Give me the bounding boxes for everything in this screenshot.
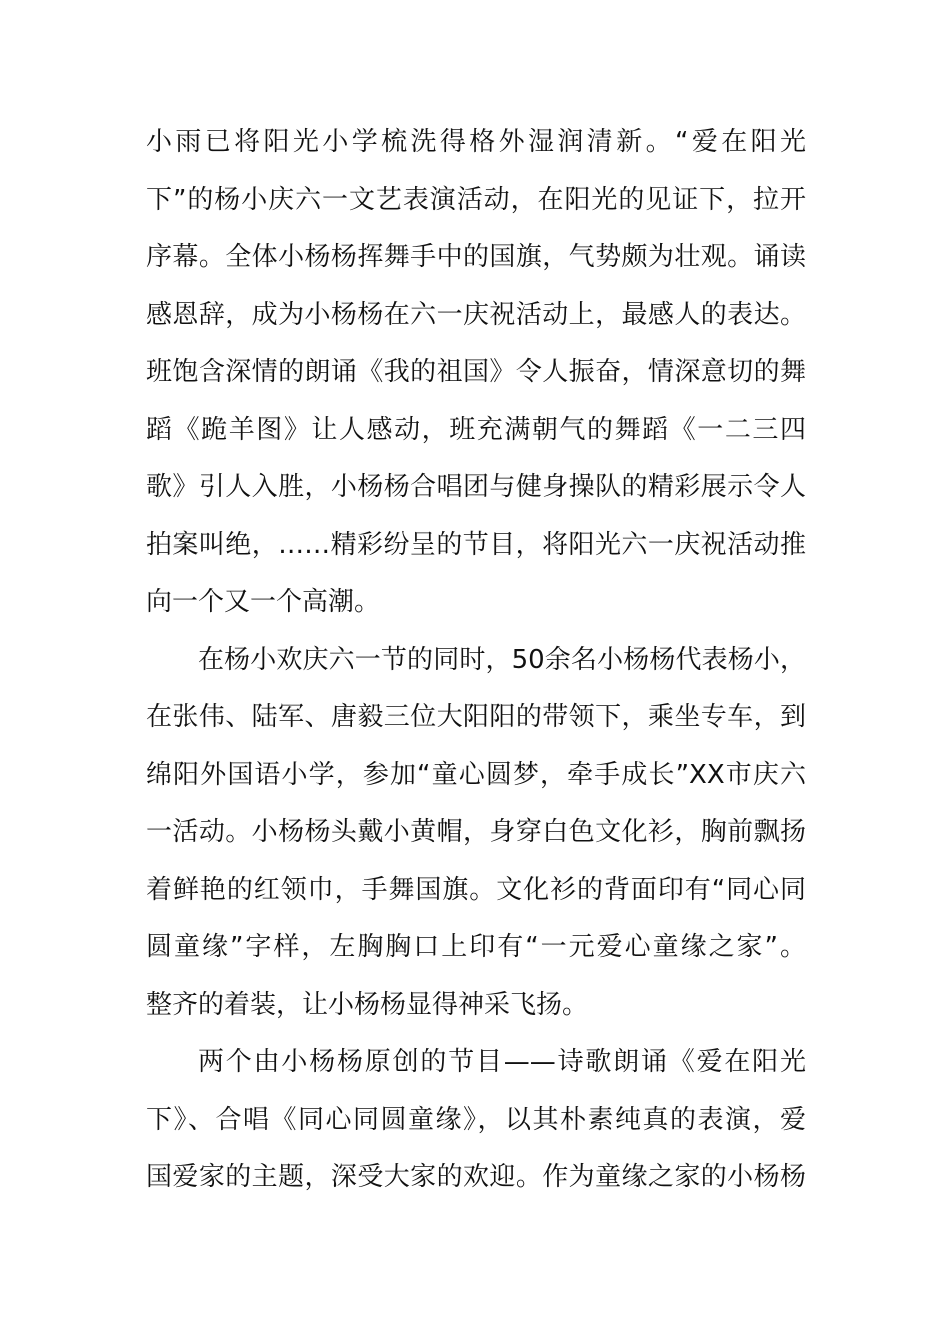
text-line: 圆童缘”字样，左胸胸口上印有“一元爱心童缘之家”。 [146, 932, 806, 962]
text-line: 在张伟、陆军、唐毅三位大阳阳的带领下，乘坐专车，到 [146, 702, 806, 732]
paragraph-first-line: 两个由小杨杨原创的节目——诗歌朗诵《爱在阳光 [198, 1047, 806, 1077]
text-line: 绵阳外国语小学，参加“童心圆梦，牵手成长”XX市庆六 [146, 760, 806, 790]
text-line: 下》、合唱《同心同圆童缘》，以其朴素纯真的表演，爱 [146, 1105, 806, 1135]
text-line: 蹈《跪羊图》让人感动，班充满朝气的舞蹈《一二三四 [146, 415, 806, 445]
text-line: 着鲜艳的红领巾，手舞国旗。文化衫的背面印有“同心同 [146, 875, 806, 905]
text-line: 歌》引人入胜，小杨杨合唱团与健身操队的精彩展示令人 [146, 472, 806, 502]
text-line: 小雨已将阳光小学梳洗得格外湿润清新。“爱在阳光 [146, 127, 806, 157]
text-line: 感恩辞，成为小杨杨在六一庆祝活动上，最感人的表达。 [146, 300, 806, 330]
text-line: 整齐的着装，让小杨杨显得神采飞扬。 [146, 990, 589, 1020]
text-line: 下”的杨小庆六一文艺表演活动，在阳光的见证下，拉开 [146, 185, 806, 215]
text-line: 拍案叫绝，……精彩纷呈的节目，将阳光六一庆祝活动推 [146, 530, 806, 560]
text-line: 班饱含深情的朗诵《我的祖国》令人振奋，情深意切的舞 [146, 357, 806, 387]
text-line: 序幕。全体小杨杨挥舞手中的国旗，气势颇为壮观。诵读 [146, 242, 806, 272]
text-line: 一活动。小杨杨头戴小黄帽，身穿白色文化衫，胸前飘扬 [146, 817, 806, 847]
text-line: 向一个又一个高潮。 [146, 587, 381, 617]
paragraph-first-line: 在杨小欢庆六一节的同时，50余名小杨杨代表杨小， [198, 645, 806, 675]
text-line: 国爱家的主题，深受大家的欢迎。作为童缘之家的小杨杨 [146, 1162, 806, 1192]
